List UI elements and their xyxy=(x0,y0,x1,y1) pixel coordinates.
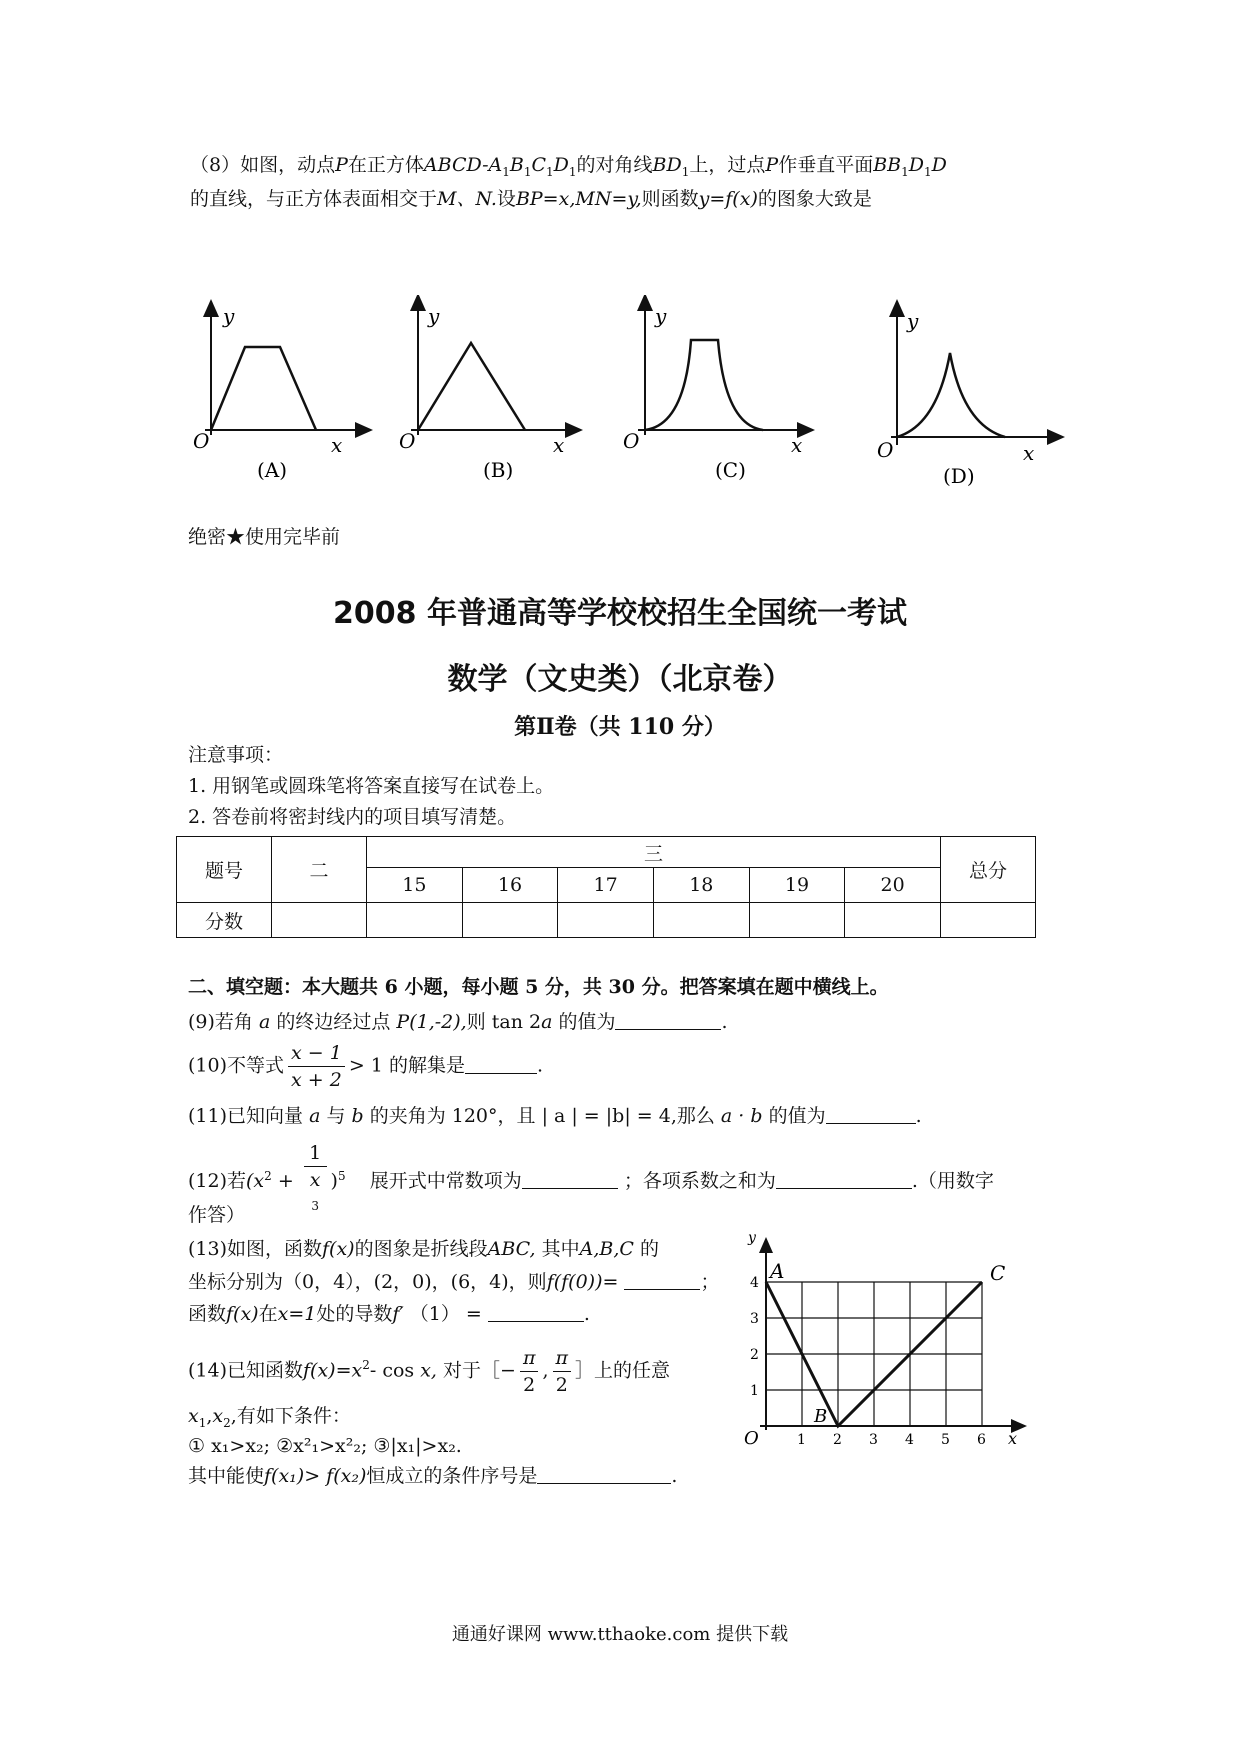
q12-tail: 作答） xyxy=(188,1204,246,1226)
header-tihao: 题号 xyxy=(177,837,272,903)
q14-fraction-1: $\frac{\pi}{2}$ xyxy=(520,1345,539,1398)
q12: (12)若($x^2$ + 1 x $^3$ )$^5$ 展开式中常数项为 ；各项系数之和为 .（用数字 xyxy=(188,1140,994,1224)
graph-d-y-label: y xyxy=(907,309,919,333)
graph-b-curve xyxy=(418,343,525,430)
q13-point-a: A xyxy=(770,1259,785,1283)
part-title: 第Ⅱ卷（共 110 分） xyxy=(514,714,726,740)
svg-text:1: 1 xyxy=(797,1432,806,1448)
q10-fraction: $\frac{x - 1}{x + 2}$ xyxy=(288,1040,345,1093)
graph-c-origin: O xyxy=(623,429,640,453)
answer-blank[interactable] xyxy=(465,1053,537,1074)
svg-text:5: 5 xyxy=(941,1432,950,1448)
q13-line2: 坐标分别为（0，4），(2，0)，(6，4)，则f(f(0))= ； xyxy=(188,1271,720,1293)
graph-d-label: (D) xyxy=(943,464,975,488)
score-cell[interactable] xyxy=(749,903,845,938)
q8-line2: 的直线，与正方体表面相交于M、N.设BP=x,MN=y,则函数y=f(x)的图象大致是 xyxy=(190,188,872,210)
graph-c-y-label: y xyxy=(655,304,667,328)
exam-title: 2008 年普通高等学校校招生全国统一考试 xyxy=(333,596,907,631)
graph-a-label: (A) xyxy=(257,458,288,482)
q13-point-c: C xyxy=(990,1261,1006,1285)
q10: (10)不等式 $\frac{x - 1}{x + 2}$ > 1 的解集是 . xyxy=(188,1042,543,1091)
row-score-label: 分数 xyxy=(177,903,272,938)
svg-text:2: 2 xyxy=(833,1432,842,1448)
graph-d-origin: O xyxy=(877,438,894,462)
answer-blank[interactable] xyxy=(615,1009,721,1030)
svg-text:3: 3 xyxy=(869,1432,878,1448)
graph-d xyxy=(877,307,1057,488)
score-cell[interactable] xyxy=(653,903,749,938)
score-cell[interactable] xyxy=(367,903,463,938)
score-cell[interactable] xyxy=(845,903,941,938)
q13-line1: (13)如图，函数f(x)的图象是折线段ABC, 其中A,B,C 的 xyxy=(188,1238,659,1260)
q13-grid xyxy=(766,1282,982,1426)
svg-text:1: 1 xyxy=(750,1383,759,1399)
header-q18: 18 xyxy=(653,868,749,903)
graph-b-x-label: x xyxy=(553,433,565,457)
score-cell[interactable] xyxy=(941,903,1036,938)
q13-figure xyxy=(740,1230,1040,1450)
q13-line3: 函数f(x)在x=1处的导数f′ （1） = . xyxy=(188,1303,590,1325)
svg-text:6: 6 xyxy=(977,1432,986,1448)
header-q19: 19 xyxy=(749,868,845,903)
q14-conditions: ① x₁>x₂; ②x²₁>x²₂; ③|x₁|>x₂. xyxy=(188,1435,462,1457)
svg-text:2: 2 xyxy=(750,1347,759,1363)
svg-text:4: 4 xyxy=(905,1432,914,1448)
note-item: 2. 答卷前将密封线内的项目填写清楚。 xyxy=(188,806,517,828)
header-q16: 16 xyxy=(462,868,558,903)
q14-line4: 其中能使f(x₁)> f(x₂)恒成立的条件序号是 . xyxy=(188,1465,678,1487)
notes-heading: 注意事项： xyxy=(188,744,284,766)
exam-subtitle: 数学（文史类）（北京卷） xyxy=(447,662,793,697)
svg-text:4: 4 xyxy=(750,1275,759,1291)
graph-b-label: (B) xyxy=(483,458,514,482)
graph-c xyxy=(623,301,807,482)
graph-c-curve xyxy=(645,340,763,430)
q13-point-b: B xyxy=(814,1406,828,1427)
graph-a-y-label: y xyxy=(223,304,235,328)
q13-y-label: y xyxy=(748,1230,756,1246)
footer: 通通好课网 www.tthaoke.com 提供下载 xyxy=(451,1624,789,1645)
q13-x-label: x xyxy=(1008,1429,1018,1448)
note-item: 1. 用钢笔或圆珠笔将答案直接写在试卷上。 xyxy=(188,775,555,797)
score-cell[interactable] xyxy=(462,903,558,938)
answer-blank[interactable] xyxy=(776,1168,912,1189)
score-cell[interactable] xyxy=(558,903,654,938)
answer-graphs xyxy=(185,295,1075,495)
graph-b xyxy=(399,301,575,482)
graph-b-origin: O xyxy=(399,429,416,453)
answer-blank[interactable] xyxy=(826,1103,916,1124)
q14-fraction-2: $\frac{\pi}{2}$ xyxy=(553,1345,572,1398)
header-q20: 20 xyxy=(845,868,941,903)
secret-label: 绝密★使用完毕前 xyxy=(188,526,341,548)
q11: (11)已知向量 a 与 b 的夹角为 120°，且 | a | = |b| = 4,那么 a · b 的值为 . xyxy=(188,1105,922,1127)
graph-c-label: (C) xyxy=(715,458,746,482)
q12-fraction: 1 x $^3$ xyxy=(304,1140,327,1224)
answer-blank[interactable] xyxy=(488,1301,584,1322)
answer-blank[interactable] xyxy=(624,1269,700,1290)
q8-line1: （8）如图，动点P在正方体ABCD-$A_1B_1C_1D_1$的对角线$BD_1$上，过点P作垂直平面$BB_1D_1D$ xyxy=(190,154,947,179)
graph-d-curve xyxy=(897,353,1005,437)
header-section-3: 三 xyxy=(367,837,941,868)
q13-y-ticks xyxy=(750,1275,759,1399)
q14-line2: $x_1,x_2$,有如下条件： xyxy=(188,1405,351,1430)
graph-d-x-label: x xyxy=(1023,441,1035,465)
graph-b-y-label: y xyxy=(428,304,440,328)
answer-blank[interactable] xyxy=(537,1463,671,1484)
answer-blank[interactable] xyxy=(522,1168,618,1189)
header-q17: 17 xyxy=(558,868,654,903)
q13-origin: O xyxy=(744,1428,759,1449)
svg-text:3: 3 xyxy=(750,1311,759,1327)
header-total: 总分 xyxy=(941,837,1036,903)
graph-a-x-label: x xyxy=(331,433,343,457)
q14-line1: (14)已知函数$f(x)=x^2-$ cos x, 对于［− $\frac{\pi}{2}$ , $\frac{\pi}{2}$ ］上的任意 xyxy=(188,1347,671,1396)
header-section-2: 二 xyxy=(272,837,367,903)
graph-a xyxy=(193,304,365,482)
q9: (9)若角 a 的终边经过点 P(1,-2),则 tan 2a 的值为 . xyxy=(188,1011,728,1033)
score-cell[interactable] xyxy=(272,903,367,938)
header-q15: 15 xyxy=(367,868,463,903)
section2-heading: 二、填空题：本大题共 6 小题，每小题 5 分，共 30 分。把答案填在题中横线上。 xyxy=(188,976,889,998)
score-table xyxy=(176,836,1036,938)
graph-c-x-label: x xyxy=(791,433,803,457)
graph-a-curve xyxy=(211,347,316,430)
q13-x-ticks xyxy=(797,1432,986,1448)
graph-a-origin: O xyxy=(193,429,210,453)
